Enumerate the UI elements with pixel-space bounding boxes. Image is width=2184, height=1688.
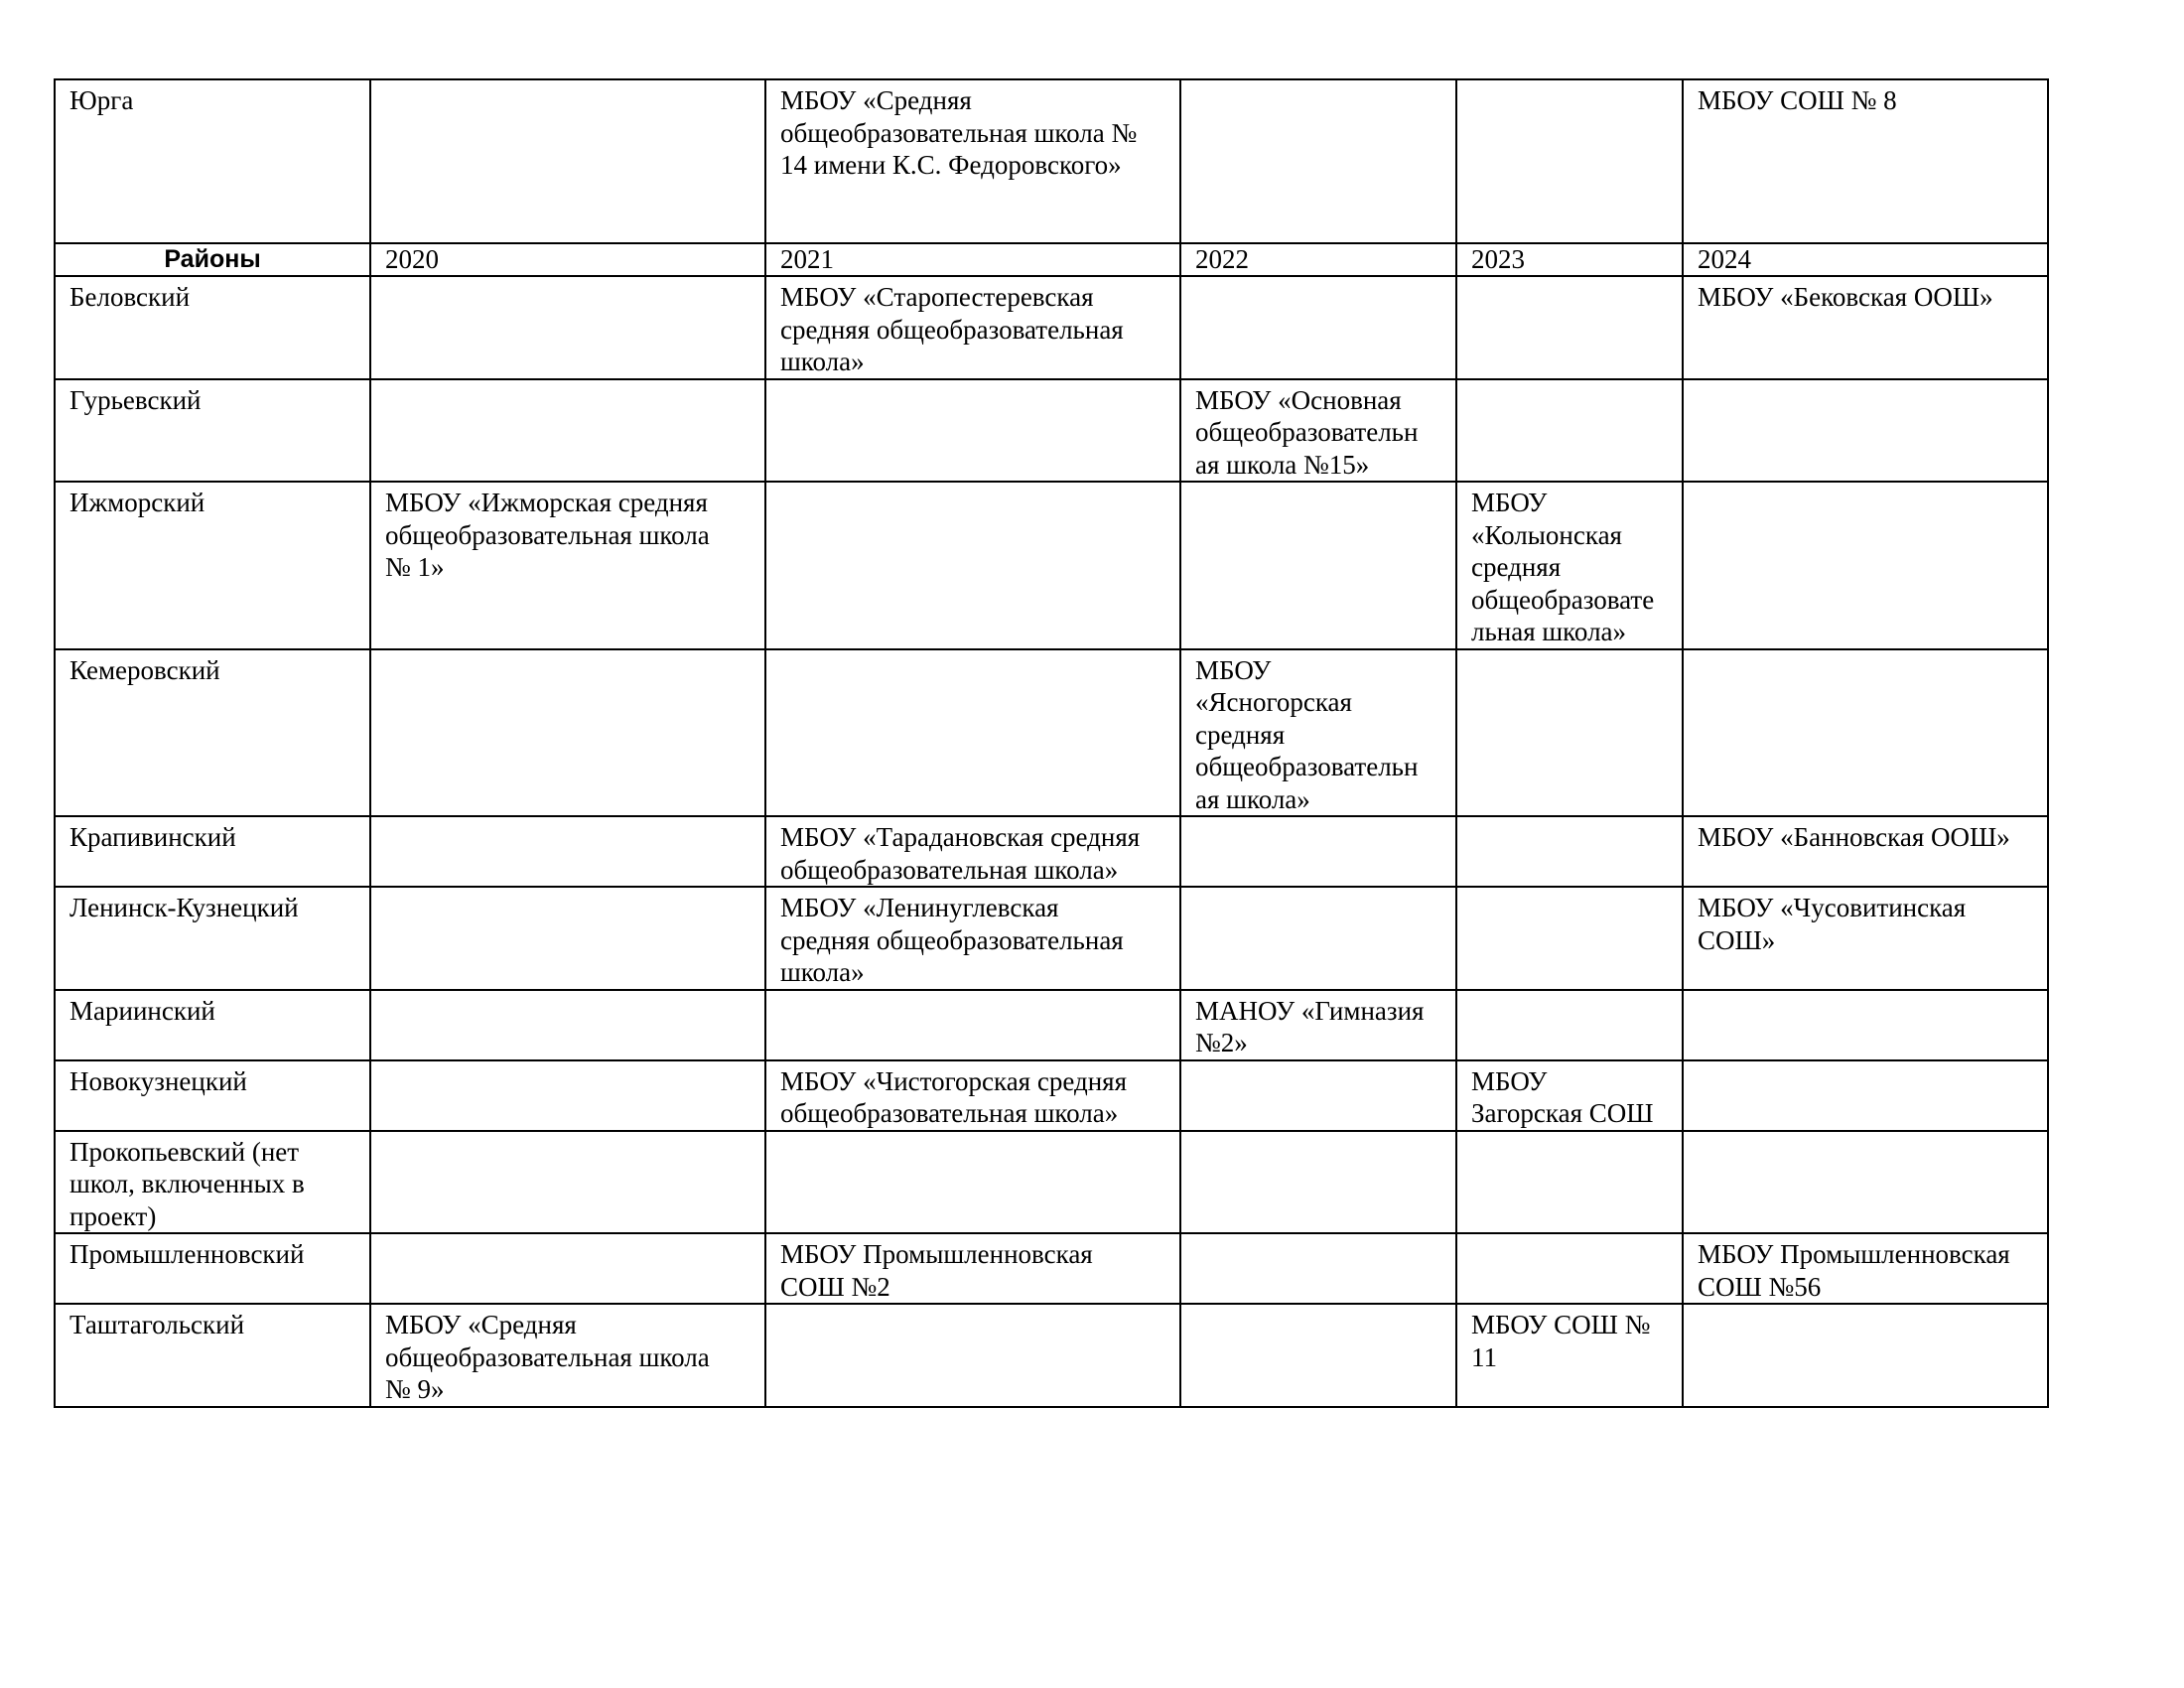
table-row	[55, 482, 2048, 649]
year-2020-cell	[370, 990, 765, 1060]
district-cell: Кемеровский	[55, 649, 370, 817]
table-row	[55, 1131, 2048, 1234]
year-2021-cell: МБОУ «Чистогорская средняя общеобразовательная школа»	[765, 1060, 1180, 1131]
year-2022-cell	[1180, 887, 1456, 990]
year-2024-cell	[1683, 379, 2048, 483]
year-2022-cell: МАНОУ «Гимназия №2»	[1180, 990, 1456, 1060]
year-2021-cell: МБОУ «Ленинуглевская средняя общеобразовательная школа»	[765, 887, 1180, 990]
district-cell: Ленинск-Кузнецкий	[55, 887, 370, 990]
year-2024-cell	[1683, 649, 2048, 817]
year-2022-cell: МБОУ «Ясногорская средняя общеобразовательн ая школа»	[1180, 649, 1456, 817]
header-2021: 2021	[765, 243, 1180, 276]
year-2023-cell	[1456, 276, 1683, 379]
header-2020: 2020	[370, 243, 765, 276]
year-2023-cell	[1456, 649, 1683, 817]
year-2024-cell: МБОУ «Бековская ООШ»	[1683, 276, 2048, 379]
year-2024-cell: МБОУ «Банновская ООШ»	[1683, 816, 2048, 887]
year-2023-cell	[1456, 1131, 1683, 1234]
year-2022-cell: МБОУ «Основная общеобразовательн ая школа №15»	[1180, 379, 1456, 483]
year-2021-cell	[765, 379, 1180, 483]
table-row	[55, 990, 2048, 1060]
table-row	[55, 887, 2048, 990]
year-2020-cell	[370, 1233, 765, 1304]
year-2021-cell	[765, 1304, 1180, 1407]
year-2023-cell	[1456, 379, 1683, 483]
table-row	[55, 649, 2048, 817]
year-2021-cell: МБОУ «Тараданoвская средняя общеобразовательная школа»	[765, 816, 1180, 887]
table-row	[55, 1233, 2048, 1304]
year-2020-cell: МБОУ «Средняя общеобразовательная школа № 9»	[370, 1304, 765, 1407]
year-2020-cell	[370, 1131, 765, 1234]
year-2020-cell	[370, 887, 765, 990]
year-2021-cell	[765, 1131, 1180, 1234]
header-2024: 2024	[1683, 243, 2048, 276]
year-2024-cell	[1683, 1304, 2048, 1407]
header-2022: 2022	[1180, 243, 1456, 276]
district-cell: Беловский	[55, 276, 370, 379]
year-2022-cell	[1180, 1233, 1456, 1304]
year-2021-cell	[765, 649, 1180, 817]
district-cell: Промышленновский	[55, 1233, 370, 1304]
year-2021-cell	[765, 990, 1180, 1060]
header-2023: 2023	[1456, 243, 1683, 276]
year-2023-cell	[1456, 990, 1683, 1060]
year-2021-cell: МБОУ «Старопестеревская средняя общеобразовательная школа»	[765, 276, 1180, 379]
header-districts: Районы	[55, 243, 370, 276]
table-header-row	[55, 243, 2048, 276]
district-cell: Прокопьевский (нет школ, включенных в проект)	[55, 1131, 370, 1234]
table-row	[55, 1060, 2048, 1131]
year-2020-cell	[370, 379, 765, 483]
district-cell: Крапивинский	[55, 816, 370, 887]
schools-table	[54, 78, 2049, 1408]
year-2024-cell: МБОУ Промышленновская СОШ №56	[1683, 1233, 2048, 1304]
district-cell: Гурьевский	[55, 379, 370, 483]
year-2020-cell	[370, 816, 765, 887]
table-row	[55, 816, 2048, 887]
table-row	[55, 276, 2048, 379]
district-cell: Таштагольский	[55, 1304, 370, 1407]
year-2022-cell	[1180, 79, 1456, 243]
table-row	[55, 379, 2048, 483]
year-2023-cell: МБОУ «Колыонская средняя общеобразовате льная школа»	[1456, 482, 1683, 649]
year-2022-cell	[1180, 482, 1456, 649]
year-2021-cell: МБОУ «Средняя общеобразовательная школа № 14 имени К.С. Федоровского»	[765, 79, 1180, 243]
year-2020-cell	[370, 1060, 765, 1131]
year-2021-cell	[765, 482, 1180, 649]
year-2022-cell	[1180, 1304, 1456, 1407]
year-2023-cell: МБОУ СОШ № 11	[1456, 1304, 1683, 1407]
year-2021-cell: МБОУ Промышленновская СОШ №2	[765, 1233, 1180, 1304]
year-2023-cell	[1456, 79, 1683, 243]
year-2023-cell	[1456, 816, 1683, 887]
district-cell: Ижморский	[55, 482, 370, 649]
district-cell: Мариинский	[55, 990, 370, 1060]
year-2023-cell	[1456, 887, 1683, 990]
year-2020-cell	[370, 79, 765, 243]
year-2024-cell	[1683, 1131, 2048, 1234]
table-row-yurga	[55, 79, 2048, 243]
year-2024-cell	[1683, 482, 2048, 649]
year-2024-cell: МБОУ «Чусовитинская СОШ»	[1683, 887, 2048, 990]
year-2023-cell: МБОУ Загорская СОШ	[1456, 1060, 1683, 1131]
year-2024-cell	[1683, 990, 2048, 1060]
year-2022-cell	[1180, 1131, 1456, 1234]
year-2020-cell: МБОУ «Ижморская средняя общеобразовательная школа № 1»	[370, 482, 765, 649]
district-cell: Юрга	[55, 79, 370, 243]
year-2023-cell	[1456, 1233, 1683, 1304]
district-cell: Новокузнецкий	[55, 1060, 370, 1131]
year-2022-cell	[1180, 276, 1456, 379]
year-2022-cell	[1180, 816, 1456, 887]
table-row	[55, 1304, 2048, 1407]
year-2020-cell	[370, 276, 765, 379]
year-2020-cell	[370, 649, 765, 817]
year-2022-cell	[1180, 1060, 1456, 1131]
year-2024-cell: МБОУ СОШ № 8	[1683, 79, 2048, 243]
year-2024-cell	[1683, 1060, 2048, 1131]
